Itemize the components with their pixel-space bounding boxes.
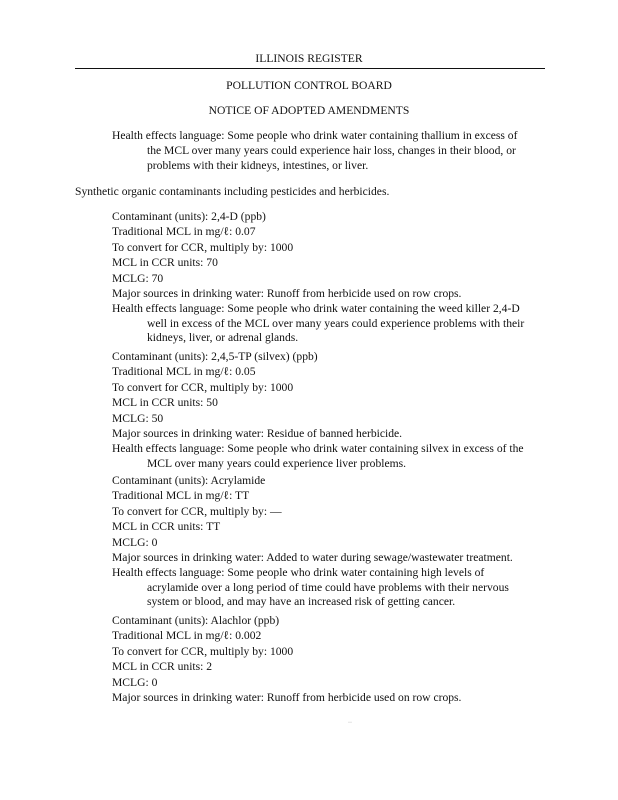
health-effects-cont: well in excess of the MCL over many years could experience problems with their	[147, 316, 525, 330]
header-rule	[75, 68, 545, 69]
board-title: POLLUTION CONTROL BOARD	[226, 79, 392, 92]
ccr-conversion: To convert for CCR, multiply by: 1000	[112, 380, 294, 394]
contaminant-block-acrylamide	[112, 473, 552, 610]
notice-title: NOTICE OF ADOPTED AMENDMENTS	[208, 104, 410, 117]
contaminant-name: Contaminant (units): Alachlor (ppb)	[112, 614, 280, 627]
text-line: the MCL over many years could experience hair loss, changes in their blood, or	[147, 143, 516, 157]
health-effects: Health effects language: Some people who drink water containing high levels of	[112, 566, 485, 580]
traditional-mcl: Traditional MCL in mg/ℓ: 0.05	[112, 365, 256, 379]
mcl-ccr-units: MCL in CCR units: 50	[112, 396, 218, 410]
text-line: problems with their kidneys, intestines, or liver.	[147, 158, 369, 172]
mclg: MCLG: 50	[112, 411, 164, 425]
traditional-mcl: Traditional MCL in mg/ℓ: 0.07	[112, 225, 256, 239]
health-effects-cont: MCL over many years could experience liver problems.	[147, 456, 407, 470]
thallium-health-effects	[112, 129, 517, 173]
contaminant-name: Contaminant (units): 2,4-D (ppb)	[112, 210, 266, 223]
health-effects: Health effects language: Some people who drink water containing the weed killer 2,4-D	[112, 302, 520, 316]
section-heading: Synthetic organic contaminants including pesticides and herbicides.	[75, 185, 390, 198]
major-sources: Major sources in drinking water: Added to water during sewage/wastewater treatment.	[112, 551, 513, 565]
mcl-ccr-units: MCL in CCR units: 70	[112, 256, 218, 270]
traditional-mcl: Traditional MCL in mg/ℓ: 0.002	[112, 629, 262, 643]
health-effects-cont: system or blood, and may have an increased risk of getting cancer.	[147, 595, 456, 609]
mclg: MCLG: 0	[112, 675, 158, 689]
contaminant-block-alachlor	[112, 613, 552, 705]
register-title: ILLINOIS REGISTER	[255, 52, 363, 65]
mcl-ccr-units: MCL in CCR units: 2	[112, 660, 213, 674]
text-line: Health effects language: Some people who drink water containing thallium in excess of	[112, 129, 518, 142]
traditional-mcl: Traditional MCL in mg/ℓ: TT	[112, 489, 250, 503]
scan-speck: ··	[348, 720, 352, 726]
mcl-ccr-units: MCL in CCR units: TT	[112, 520, 221, 534]
ccr-conversion: To convert for CCR, multiply by: 1000	[112, 240, 294, 254]
contaminant-name: Contaminant (units): Acrylamide	[112, 474, 266, 487]
major-sources: Major sources in drinking water: Runoff from herbicide used on row crops.	[112, 287, 462, 301]
contaminant-name: Contaminant (units): 2,4,5-TP (silvex) (ppb)	[112, 350, 318, 363]
contaminant-block-silvex	[112, 349, 552, 471]
health-effects-cont: acrylamide over a long period of time could have problems with their nervous	[147, 580, 509, 594]
contaminant-block-2-4-d	[112, 209, 552, 346]
health-effects-cont: kidneys, liver, or adrenal glands.	[147, 331, 299, 345]
major-sources: Major sources in drinking water: Residue of banned herbicide.	[112, 427, 403, 441]
mclg: MCLG: 70	[112, 271, 164, 285]
major-sources: Major sources in drinking water: Runoff from herbicide used on row crops.	[112, 691, 462, 705]
health-effects: Health effects language: Some people who drink water containing silvex in excess of the	[112, 442, 524, 456]
ccr-conversion: To convert for CCR, multiply by: —	[112, 504, 282, 518]
ccr-conversion: To convert for CCR, multiply by: 1000	[112, 644, 294, 658]
mclg: MCLG: 0	[112, 535, 158, 549]
